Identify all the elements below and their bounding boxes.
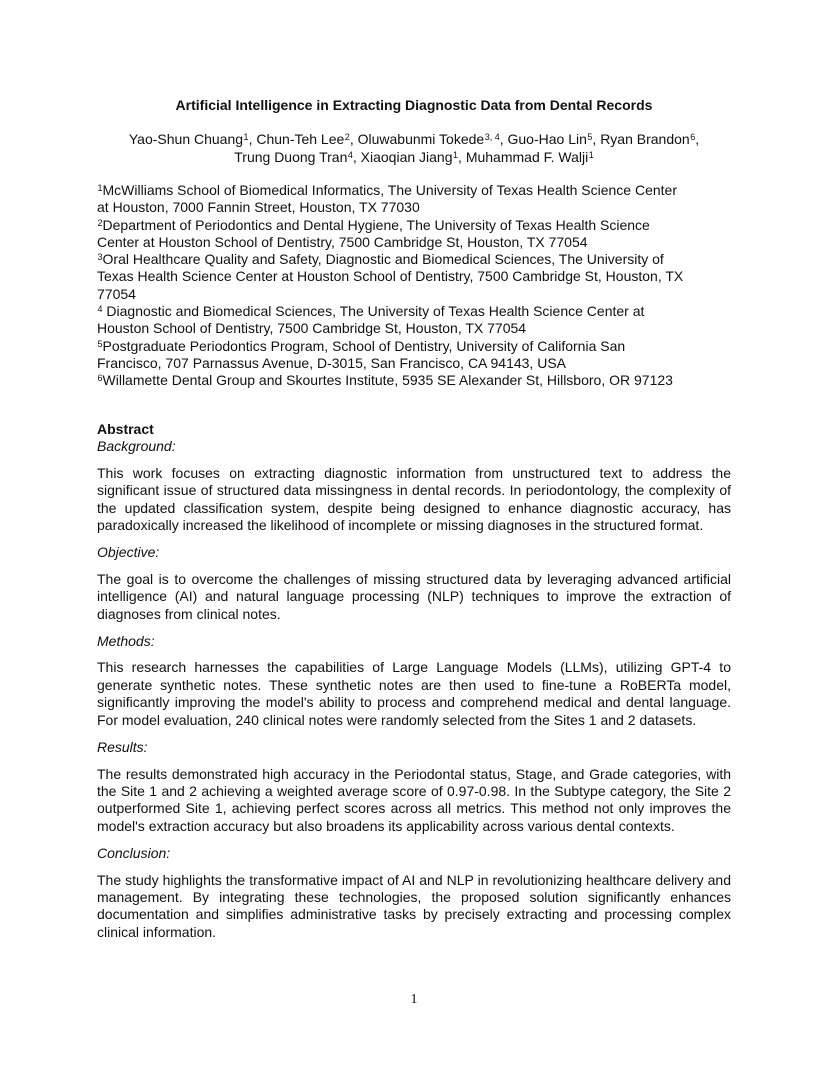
author-name: Chun-Teh Lee	[256, 131, 345, 147]
affiliation-text: Oral Healthcare Quality and Safety, Diagnostic and Biomedical Sciences, The University of	[102, 251, 664, 268]
section-label-results: Results:	[97, 739, 148, 756]
spacer	[97, 863, 731, 872]
author-affil-marker: 3, 4	[484, 132, 500, 142]
paper-title: Artificial Intelligence in Extracting Diagnostic Data from Dental Records	[175, 97, 653, 113]
author	[466, 149, 594, 165]
affiliation-text: 77054	[97, 285, 136, 302]
affiliation-text: Willamette Dental Group and Skourtes Institute, 5935 SE Alexander St, Hillsboro, OR 97123	[102, 372, 673, 389]
author	[256, 131, 357, 147]
spacer	[97, 623, 731, 633]
author	[234, 149, 360, 165]
section-text-objective: The goal is to overcome the challenges of missing structured data by leveraging advanced artificial intelligence (AI) and natural language processing (NLP) techniques to improve the extraction of diagnoses from clinical notes.	[97, 570, 731, 622]
section-text-results: The results demonstrated high accuracy in the Periodontal status, Stage, and Grade categories, with the Site 1 and 2 achieving a weighted average score of 0.97-0.98. In the Subtype category, the Site 2 outperformed Site 1, achieving perfect scores across all metrics. This method not only improves the model's extraction accuracy but also broadens its applicability across various dental contexts.	[97, 765, 731, 834]
affiliation-text: Center at Houston School of Dentistry, 7500 Cambridge St, Houston, TX 77054	[97, 233, 588, 250]
author-name: Guo-Hao Lin	[507, 131, 587, 147]
author-name: Trung Duong Tran	[234, 149, 348, 165]
section-text-conclusion: The study highlights the transformative impact of AI and NLP in revolutionizing healthcare delivery and management. By integrating these technologies, the proposed solution significantly enhances documentation and simplifies administrative tasks by precisely extracting and processing complex clinical information.	[97, 871, 731, 940]
affiliation-text: Diagnostic and Biomedical Sciences, The University of Texas Health Science Center at	[102, 303, 645, 320]
author	[600, 131, 699, 147]
author-affil-marker: 2	[344, 132, 350, 142]
section-label-background: Background:	[97, 438, 176, 455]
author-affil-marker: 1	[243, 132, 249, 142]
affiliation-text: Texas Health Science Center at Houston School of Dentistry, 7500 Cambridge St, Houston, TX	[97, 268, 684, 285]
author-separator: ,	[248, 131, 257, 147]
author	[129, 131, 256, 147]
author-line-1	[60, 130, 768, 148]
section-label-methods: Methods:	[97, 633, 155, 650]
abstract-heading: Abstract	[97, 421, 154, 437]
author-affil-marker: 6	[690, 132, 696, 142]
spacer	[97, 835, 731, 845]
affiliation	[97, 217, 737, 252]
affiliation-marker: 5	[97, 338, 103, 349]
author-affil-marker: 1	[453, 150, 459, 160]
affiliation	[97, 303, 737, 338]
author-list	[60, 130, 768, 166]
author-name: Ryan Brandon	[600, 131, 690, 147]
affiliation	[97, 338, 737, 373]
affiliation-marker: 1	[97, 183, 103, 193]
author	[361, 149, 466, 165]
section-text-background: This work focuses on extracting diagnostic information from unstructured text to address the significant issue of structured data missingness in dental records. In periodontology, the complexity of the updated classification system, despite being designed to enhance diagnostic accuracy, has paradoxically increased the likelihood of incomplete or missing diagnoses in the structured format.	[97, 464, 731, 534]
author-separator: ,	[458, 149, 466, 165]
affiliation-marker: 4	[97, 304, 103, 315]
affiliation-text: McWilliams School of Biomedical Informatics, The University of Texas Health Science Center	[102, 182, 677, 198]
author-separator: ,	[592, 131, 601, 147]
affiliation-text: at Houston, 7000 Fannin Street, Houston, TX 77030	[97, 199, 420, 216]
author-affil-marker: 4	[347, 150, 353, 160]
author-affil-marker: 5	[587, 132, 593, 142]
author-line-2	[60, 148, 768, 166]
section-label-objective: Objective:	[97, 544, 160, 561]
spacer	[97, 729, 731, 739]
author-separator: ,	[349, 131, 358, 147]
spacer	[97, 562, 731, 571]
affiliation-text: Postgraduate Periodontics Program, School of Dentistry, University of California San	[102, 337, 626, 354]
page-number: 1	[410, 992, 418, 1007]
author-separator: ,	[695, 131, 700, 147]
author-name: Yao-Shun Chuang	[128, 131, 244, 147]
spacer	[97, 534, 731, 544]
author-name: Oluwabunmi Tokede	[357, 131, 485, 147]
affiliation-text: Houston School of Dentistry, 7500 Cambridge St, Houston, TX 77054	[97, 320, 527, 337]
spacer	[97, 757, 731, 766]
affiliation	[97, 251, 737, 303]
affiliation-marker: 6	[97, 373, 103, 384]
author-separator: ,	[352, 149, 361, 165]
affiliation-text: Department of Periodontics and Dental Hygiene, The University of Texas Health Science	[102, 216, 650, 233]
author-name: Xiaoqian Jiang	[360, 149, 453, 165]
author	[508, 131, 601, 147]
author-separator: ,	[499, 131, 508, 147]
affiliation-marker: 2	[97, 217, 103, 228]
section-label-conclusion: Conclusion:	[97, 845, 171, 862]
affiliation	[97, 372, 737, 389]
affiliation-text: Francisco, 707 Parnassus Avenue, D-3015, San Francisco, CA 94143, USA	[97, 354, 566, 371]
author-affil-marker: 1	[588, 150, 594, 160]
spacer	[97, 456, 731, 465]
affiliation-marker: 3	[97, 252, 103, 263]
author-name: Muhammad F. Walji	[465, 149, 589, 165]
spacer	[97, 650, 731, 659]
author	[358, 131, 508, 147]
abstract	[97, 421, 731, 941]
affiliation	[97, 182, 737, 217]
section-text-methods: This research harnesses the capabilities of Large Language Models (LLMs), utilizing GPT-4 to generate synthetic notes. These synthetic notes are then used to fine-tune a RoBERTa model, significantly improving the model's ability to process and comprehend medical and dental language. For model evaluation, 240 clinical notes were randomly selected from the Sites 1 and 2 datasets.	[97, 659, 731, 728]
affiliation-list	[97, 182, 737, 390]
